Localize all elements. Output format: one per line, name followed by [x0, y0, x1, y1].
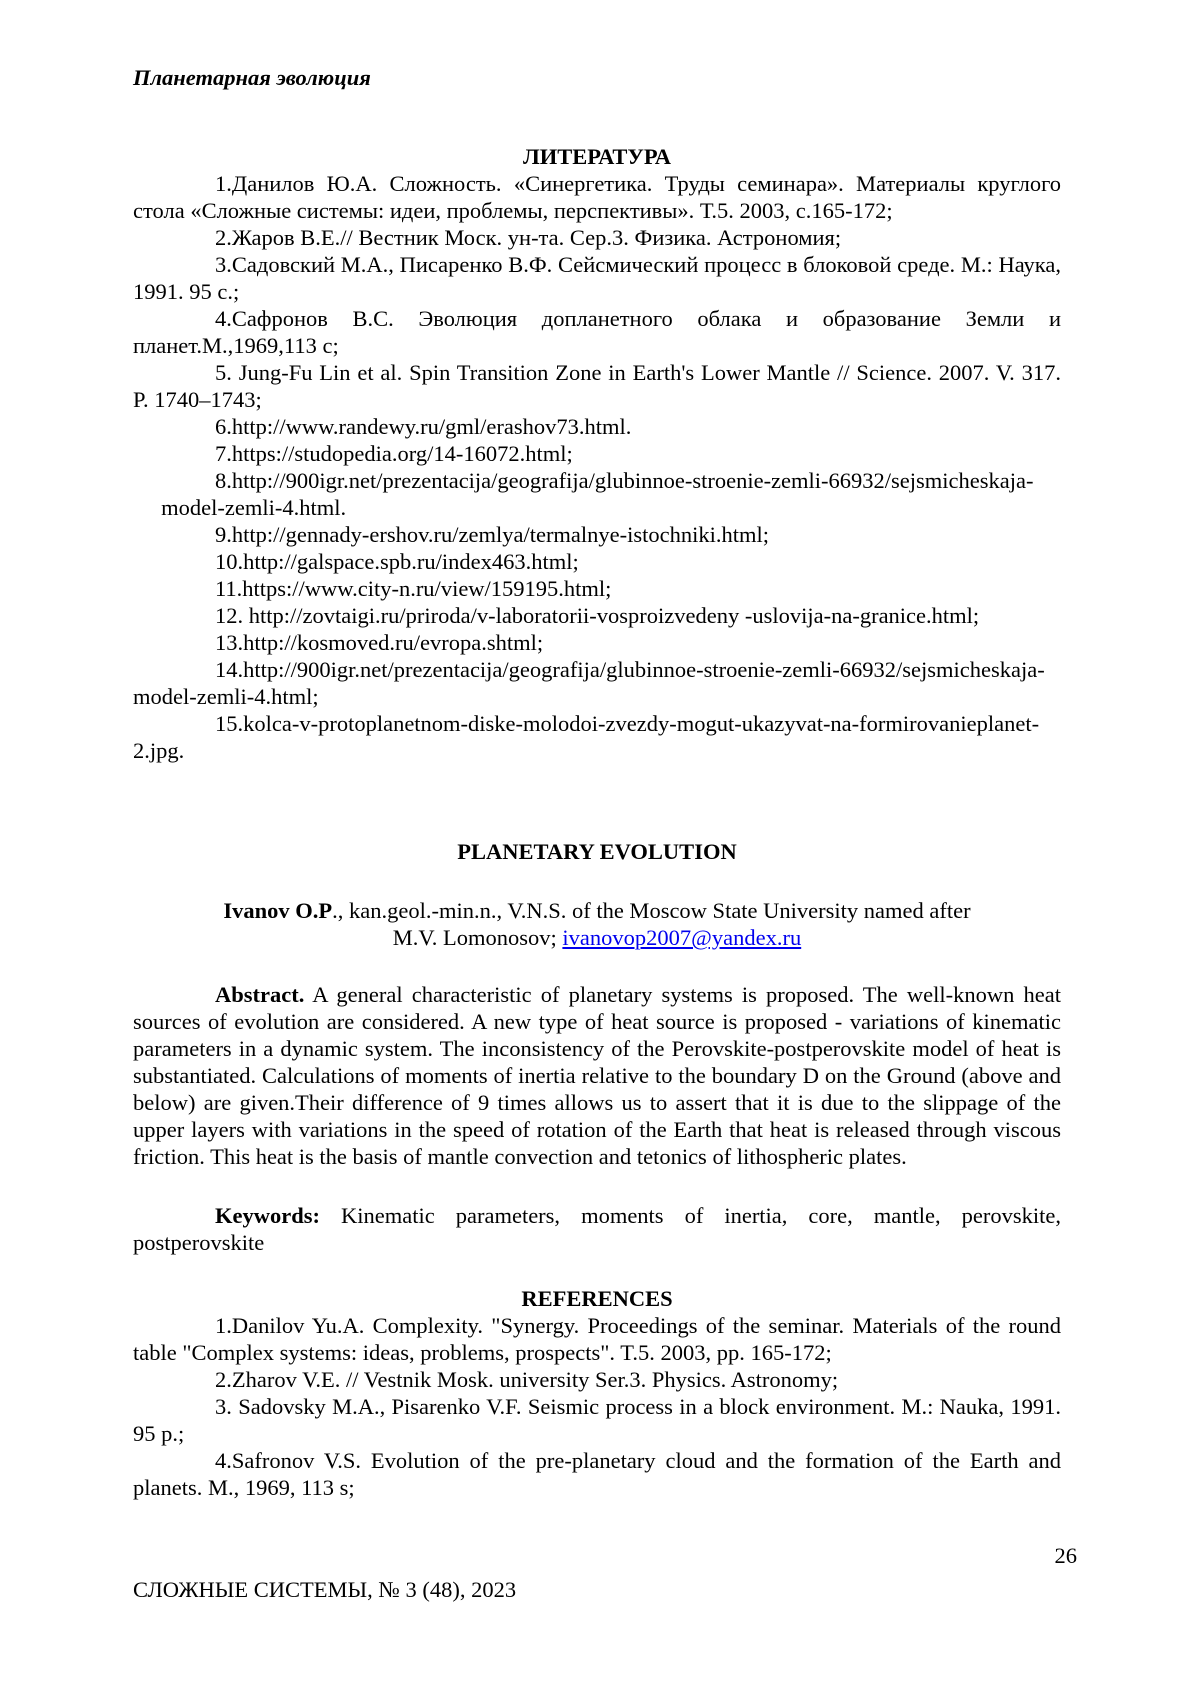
literatura-item-10: 10.http://galspace.spb.ru/index463.html;: [215, 549, 579, 574]
references-item-3: 3. Sadovsky M.A., Pisarenko V.F. Seismic process in a block environment. M.: Nauka, 1991. 95 p.;: [133, 1394, 1061, 1446]
literatura-item-7: 7.https://studopedia.org/14-16072.html;: [215, 441, 573, 466]
author-email-link[interactable]: ivanovop2007@yandex.ru: [562, 925, 802, 950]
literatura-item-2: 2.Жаров В.Е.// Вестник Моск. ун-та. Сер.3. Физика. Астрономия;: [215, 225, 842, 250]
references-heading: REFERENCES: [521, 1286, 673, 1311]
literatura-item-5: 5. Jung-Fu Lin et al. Spin Transition Zone in Earth's Lower Mantle // Science. 2007. V. 317. P. 1740–1743;: [133, 360, 1061, 412]
references-item-1: 1.Danilov Yu.A. Complexity. "Synergy. Proceedings of the seminar. Materials of the round table "Complex systems: ideas, problems, prospects". T.5. 2003, pp. 165-172;: [133, 1313, 1061, 1365]
abstract-paragraph: [133, 981, 1061, 1170]
literatura-item-15: 15.kolca-v-protoplanetnom-diske-molodoi-zvezdy-mogut-ukazyvat-na-formirovanieplanet-2.jpg.: [133, 711, 1040, 763]
author-affiliation: ., kan.geol.-min.n., V.N.S. of the Moscow State University named after: [332, 898, 971, 923]
literatura-item-11: 11.https://www.city-n.ru/view/159195.html;: [215, 576, 612, 601]
literatura-item-8: 8.http://900igr.net/prezentacija/geografija/glubinnoe-stroenie-zemli-66932/sejsmicheskaja- model-zemli-4.html.: [133, 468, 1034, 520]
literatura-item-4: 4.Сафронов В.С. Эволюция допланетного облака и образование Земли и планет.М.,1969,113 с;: [133, 306, 1061, 358]
keywords-text: Kinematic parameters, moments of inertia, core, mantle, perovskite, postperovskite: [133, 1203, 1061, 1255]
author-affiliation-line2: M.V. Lomonosov;: [392, 925, 563, 950]
keywords-paragraph: [133, 1202, 1061, 1256]
keywords-label: Keywords:: [215, 1203, 320, 1228]
page-number: 26: [1054, 1543, 1077, 1568]
literatura-item-9: 9.http://gennady-ershov.ru/zemlya/termalnye-istochniki.html;: [215, 522, 770, 547]
references-item-4: 4.Safronov V.S. Evolution of the pre-planetary cloud and the formation of the Earth and planets. M., 1969, 113 s;: [133, 1448, 1061, 1500]
literatura-item-3: 3.Садовский М.А., Писаренко В.Ф. Сейсмический процесс в блоковой среде. М.: Наука, 1991. 95 с.;: [133, 252, 1061, 304]
abstract-text: A general characteristic of planetary systems is proposed. The well-known heat sources of evolution are considered. A new type of heat source is proposed - variations of kinematic parameters in a dynamic system. The inconsistency of the Perovskite-postperovskite model of heat is substantiated. Calculations of moments of inertia relative to the boundary D on the Ground (above and below) are given.Their difference of 9 times allows us to assert that it is due to the slippage of the upper layers with variations in the speed of rotation of the Earth that heat is released through viscous friction. This heat is the basis of mantle convection and tetonics of lithospheric plates.: [133, 982, 1061, 1169]
journal-footer: СЛОЖНЫЕ СИСТЕМЫ, № 3 (48), 2023: [133, 1577, 517, 1602]
article-title: PLANETARY EVOLUTION: [457, 839, 737, 864]
author-name: Ivanov O.P: [223, 898, 333, 923]
literatura-item-14: 14.http://900igr.net/prezentacija/geografija/glubinnoe-stroenie-zemli-66932/sejsmicheskaja-model-zemli-4.html;: [133, 657, 1045, 709]
literatura-item-1: 1.Данилов Ю.А. Сложность. «Синергетика. Труды семинара». Материалы круглого стола «Сложные системы: идеи, проблемы, перспективы». Т.5. 2003, с.165-172;: [133, 171, 1061, 223]
author-block: [133, 897, 1061, 951]
literatura-heading: ЛИТЕРАТУРА: [522, 144, 672, 169]
abstract-label: Abstract.: [215, 982, 305, 1007]
literatura-item-6: 6.http://www.randewy.ru/gml/erashov73.html.: [215, 414, 632, 439]
literatura-item-13: 13.http://kosmoved.ru/evropa.shtml;: [215, 630, 544, 655]
references-item-2: 2.Zharov V.E. // Vestnik Mosk. university Ser.3. Physics. Astronomy;: [215, 1367, 839, 1392]
running-header: Планетарная эволюция: [133, 65, 371, 90]
literatura-item-12: 12. http://zovtaigi.ru/priroda/v-laboratorii-vosproizvedeny -uslovija-na-granice.html;: [215, 603, 980, 628]
